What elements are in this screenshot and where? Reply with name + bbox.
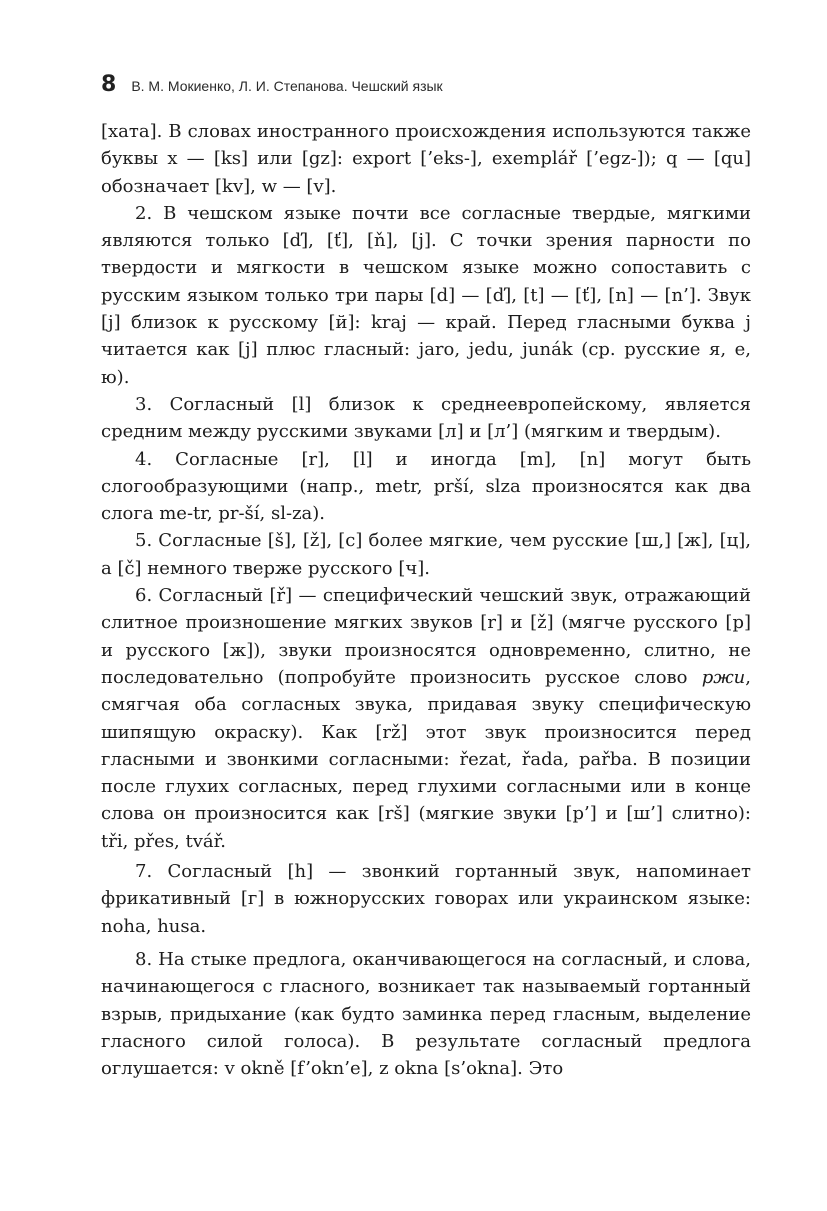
paragraph-item-3: 3. Согласный [l] близок к среднеевропейскому, является средним между русскими звуками [л] и [л’] (мягким и твердым).: [101, 393, 751, 443]
paragraph-item-6-part-2: , смягчая оба согласных звука, придавая звуку специфическую шипящую окраску). Как [rž] этот звук произносится перед гласными и звонкими согласными: řezat, řada, pařba. В позиции после глухих согласных, перед глухими согласными или в конце слова он произносится как [rš] (мягкие звуки [р’] и [ш’] слитно): tři, přes, tvář.: [101, 666, 751, 852]
page-number: 8: [101, 72, 117, 97]
paragraph-item-7: 7. Согласный [h] — звонкий гортанный звук, напоминает фрикативный [г] в южнорусских говорах или украинском языке: noha, husa.: [101, 861, 751, 937]
paragraph-item-2: 2. В чешском языке почти все согласные твердые, мягкими являются только [ď], [ť], [ň], [j]. С точки зрения парности по твердости и мягкости в чешском языке можно сопоставить с русским языком только три пары [d] — [ď], [t] — [ť], [n] — [n’]. Звук [j] близок к русскому [й]: kraj — край. Перед гласными буква j читается как [j] плюс гласный: jaro, jedu, junák (ср. русские я, е, ю).: [101, 202, 751, 388]
italic-word: ржи: [701, 666, 746, 688]
paragraph-item-8: 8. На стыке предлога, оканчивающегося на согласный, и слова, начинающегося с гласного, возникает так называемый гортанный взрыв, придыхание (как будто заминка перед гласным, выделение гласного силой голоса). В результате согласный предлога оглушается: v okně [f’okn’e], z okna [s’okna]. Это: [101, 948, 751, 1080]
paragraph-continuation: [хата]. В словах иностранного происхождения используются также буквы x — [ks] или [gz]: export [’eks-], exemplář [’egz-]); q — [qu] обозначает [kv], w — [v].: [101, 121, 751, 197]
paragraph-item-4: 4. Согласные [r], [l] и иногда [m], [n] могут быть слогообразующими (напр., metr, prší, slza произносятся как два слога me-tr, pr-ší, sl-za).: [101, 448, 751, 525]
paragraph-item-6: [101, 582, 751, 855]
paragraph-item-5: 5. Согласные [š], [ž], [c] более мягкие, чем русские [ш,] [ж], [ц], а [č] немного тверже русского [ч].: [101, 530, 751, 579]
page-header: [101, 72, 751, 106]
paragraph-item-6-part-1: 6. Согласный [ř] — специфический чешский звук, отражающий слитное произношение мягких звуков [r] и [ž] (мягче русского [р] и русского [ж]), звуки произносятся одновременно, слитно, не последовательно (попробуйте произносить русское слово: [101, 585, 751, 688]
body-text: [101, 118, 751, 1082]
running-title: В. М. Мокиенко, Л. И. Степанова. Чешский язык: [131, 78, 443, 94]
